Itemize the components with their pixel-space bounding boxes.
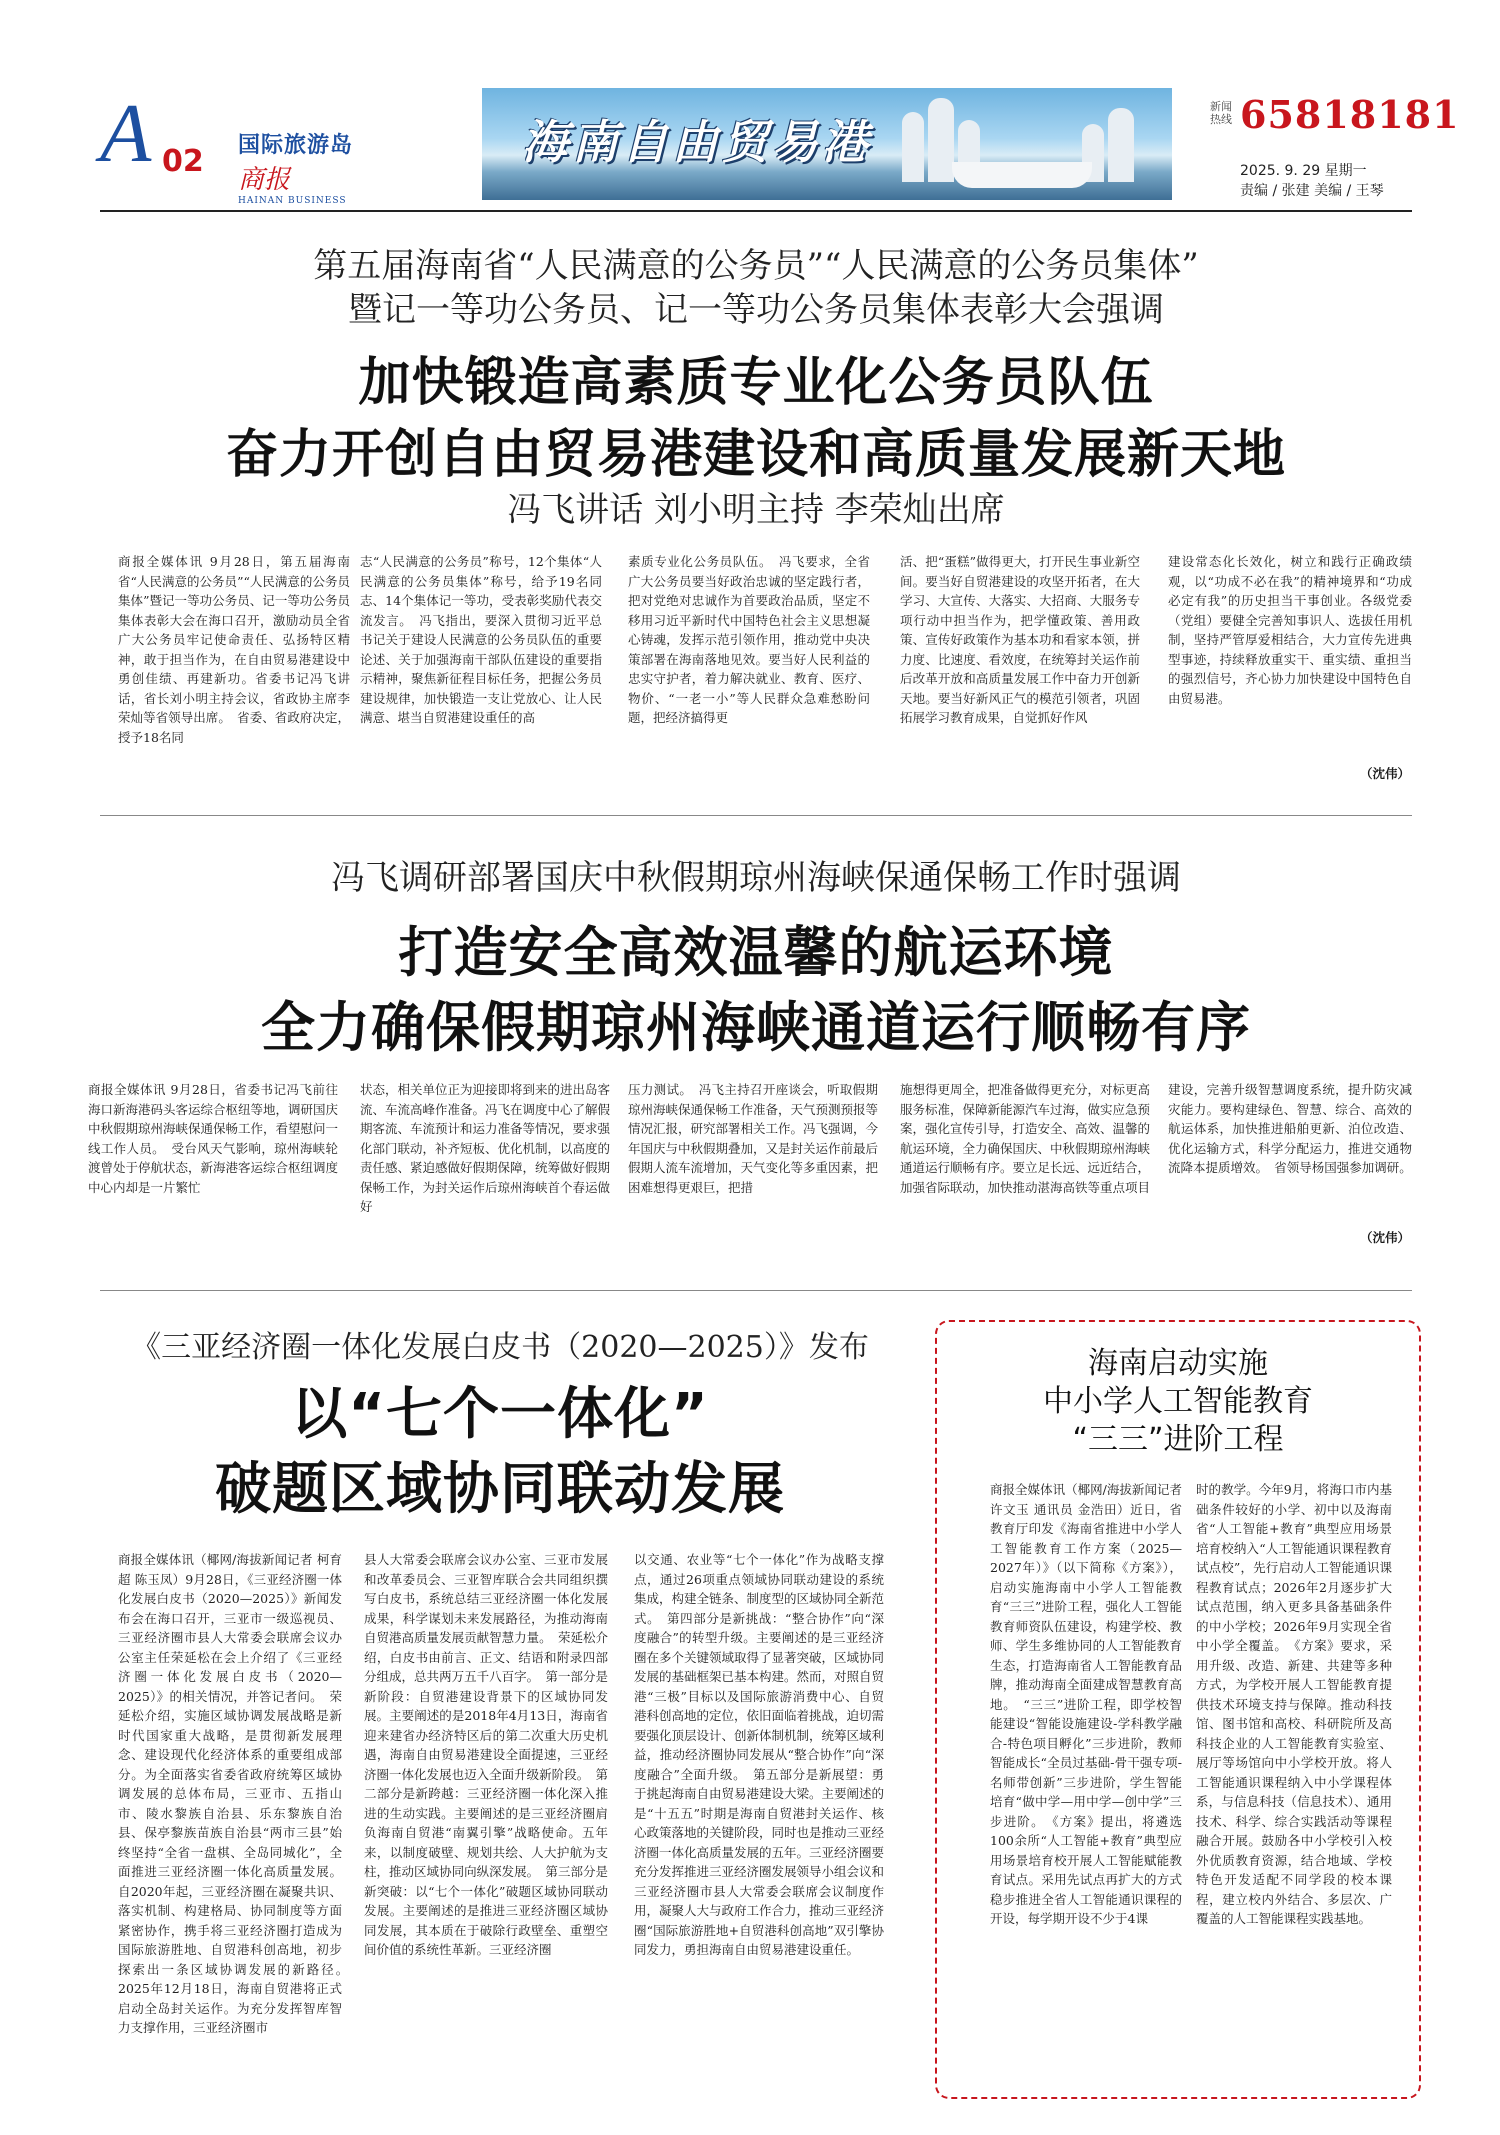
article2-column: 状态，相关单位正为迎接即将到来的进出岛客流、车流高峰作准备。冯飞在调度中心了解假期客流、车流预计和运力准备等情况，要求强化部门联动，补齐短板、优化机制，以高度的责任感、紧迫感做好假期保障，统筹做好假期保畅工作，为封关运作后琼州海峡首个春运做好 <box>360 1082 611 1214</box>
article1-column: 建设常态化长效化，树立和践行正确政绩观，以“功成不必在我”的精神境界和“功成必定有我”的历史担当干事创业。各级党委（党组）要健全完善知事识人、选拔任用机制，坚持严管厚爱相结合，大力宣传先进典型事迹，持续释放重实干、重实绩、重担当的强烈信号，齐心协力加快建设中国特色自由贸易港。 <box>1168 554 1412 706</box>
article2-headline-1: 打造安全高效温馨的航运环境 <box>398 921 1114 984</box>
page-number: 02 <box>162 144 204 179</box>
article1-author: （沈伟） <box>1360 766 1411 781</box>
article1-column: 商报全媒体讯 9月28日，第五届海南省“人民满意的公务员”“人民满意的公务员集体”暨记一等功公务员、记一等功公务员集体表彰大会在海口召开，激励动员全省广大公务员牢记使命责任、弘扬特区精神，敢于担当作为，在自由贸易港建设中勇创佳绩、再建新功。省委书记冯飞讲话，省长刘小明主持会议，省政协主席李荣灿等省领导出席。 省委、省政府决定，授予18名同 <box>118 554 350 745</box>
article3-headline-1: 以“七个一体化” <box>291 1382 709 1447</box>
section-banner <box>482 88 1172 200</box>
article4-column: 商报全媒体讯（椰网/海拔新闻记者 许文玉 通讯员 金浩田）近日，省教育厅印发《海南省推进中小学人工智能教育工作方案（2025—2027年）》（以下简称《方案》），启动实施海南中小学人工智能教育“三三”进阶工程，强化人工智能教育师资队伍建设，构建学校、教师、学生多维协同的人工智能教育生态，打造海南省人工智能教育品牌，推动海南全面建成智慧教育高地。 “三三”进阶工程，即学校智能建设“智能设施建设-学科教学融合-特色项目孵化”三步进阶，教师智能成长“全员过基础-骨干强专项-名师带创新”三步进阶，学生智能培育“做中学—用中学—创中学”三步进阶。 《方案》提出，将遴选100余所“人工智能+教育”典型应用场景培育校开展人工智能赋能教育试点。采用先试点再扩大的方式稳步推进全省人工智能通识课程的开设，每学期开设不少于4课 <box>990 1482 1182 1926</box>
article2-column: 施想得更周全，把准备做得更充分，对标更高服务标准，保障新能源汽车过海，做实应急预案，强化宣传引导，打造安全、高效、温馨的航运环境，全力确保国庆、中秋假期琼州海峡通道运行顺畅有序。要立足长远、远近结合，加强省际联动，加快推动湛海高铁等重点项目 <box>900 1082 1151 1195</box>
masthead-rule <box>100 210 1412 212</box>
editor-credits: 责编 / 张建 美编 / 王琴 <box>1240 183 1384 199</box>
article2-column: 压力测试。 冯飞主持召开座谈会，听取假期琼州海峡保通保畅工作准备，天气预测预报等情况汇报，研究部署相关工作。冯飞强调，今年国庆与中秋假期叠加，又是封关运作前最后假期人流车流增加，天气变化等多重因素，把困难想得更艰巨，把措 <box>628 1082 879 1195</box>
article2-author: （沈伟） <box>1360 1230 1411 1245</box>
paper-name: 国际旅游岛 <box>238 132 354 158</box>
hotline-number: 65818181 <box>1240 92 1460 137</box>
cruise-ship-image <box>952 162 1092 188</box>
article3-kicker: 《三亚经济圈一体化发展白皮书（2020—2025）》发布 <box>131 1330 869 1365</box>
article4-headline <box>935 1345 1421 1459</box>
article2-column: 建设，完善升级智慧调度系统，提升防灾减灾能力。要构建绿色、智慧、综合、高效的航运体系，加快推进船舶更新、泊位改造、优化运输方式，科学分配运力，推进交通物流降本提质增效。 省领导杨国强参加调研。 <box>1168 1082 1412 1175</box>
page-number-mark <box>100 87 210 180</box>
article3-column: 以交通、农业等“七个一体化”作为战略支撑点，通过26项重点领域协同联动建设的系统集成，构建全链条、制度型的区域协同全新范式。 第四部分是新挑战：“整合协作”向“深度融合”的转型升级。主要阐述的是三亚经济圈在多个关键领域取得了显著突破，区域协同发展的基础框架已基本构建。然而，对照自贸港“三极”目标以及国际旅游消费中心、自贸港科创高地的定位，依旧面临着挑战，迫切需要强化顶层设计、创新体制机制，统筹区域利益，推动经济圈协同发展从“整合协作”向“深度融合”全面升级。 第五部分是新展望：勇于挑起海南自由贸易港建设大梁。主要阐述的是“十五五”时期是海南自贸港封关运作、核心政策落地的关键阶段，同时也是推动三亚经济圈一体化高质量发展的五年。三亚经济圈要充分发挥推进三亚经济圈发展领导小组会议和三亚经济圈市县人大常委会联席会议制度作用，凝聚人大与政府工作合力，推动三亚经济圈“国际旅游胜地+自贸港科创高地”双引擎协同发力，勇担海南自由贸易港建设重任。 <box>634 1552 885 1957</box>
paper-subname: HAINAN BUSINESS <box>238 196 347 206</box>
article4-headline-2: 中小学人工智能教育 <box>1043 1384 1313 1419</box>
hotline-label: 新闻热线 <box>1210 100 1232 126</box>
issue-date: 2025. 9. 29 星期一 <box>1240 163 1367 179</box>
banner-title: 海南自由贸易港 <box>522 115 872 169</box>
article1-subhead: 冯飞讲话 刘小明主持 李荣灿出席 <box>507 490 1005 530</box>
article2-kicker: 冯飞调研部署国庆中秋假期琼州海峡保通保畅工作时强调 <box>331 858 1181 898</box>
article1-headline-1: 加快锻造高素质专业化公务员队伍 <box>358 353 1154 413</box>
article1-kicker-2: 暨记一等功公务员、记一等功公务员集体表彰大会强调 <box>348 290 1164 330</box>
article1-column: 素质专业化公务员队伍。 冯飞要求，全省广大公务员要当好政治忠诚的坚定践行者，把对党绝对忠诚作为首要政治品质，坚定不移用习近平新时代中国特色社会主义思想凝心铸魂，发挥示范引领作用，推动党中央决策部署在海南落地见效。要当好人民利益的忠实守护者，着力解决就业、教育、医疗、物价、“一老一小”等人民群众急难愁盼问题，把经济搞得更 <box>628 554 870 725</box>
article4-headline-3: “三三”进阶工程 <box>1072 1422 1284 1457</box>
article4-headline-1: 海南启动实施 <box>1088 1346 1268 1381</box>
article4-column: 时的教学。今年9月，将海口市内基础条件较好的小学、初中以及海南省“人工智能+教育”典型应用场景培育校纳入“人工智能通识课程教育试点校”，先行启动人工智能通识课程教育试点；2026年2月逐步扩大试点范围，纳入更多具备基础条件的中小学校；2026年9月实现全省中小学全覆盖。 《方案》要求，采用升级、改造、新建、共建等多种方式，为学校开展人工智能教育提供技术环境支持与保障。推动科技馆、图书馆和高校、科研院所及高科技企业的人工智能教育实验室、展厅等场馆向中小学校开放。将人工智能通识课程纳入中小学课程体系，与信息科技（信息技术）、通用技术、科学、综合实践活动等课程融合开展。鼓励各中小学校引入校外优质教育资源，结合地域、学校特色开发适配不同学段的校本课程，建立校内外结合、多层次、广覆盖的人工智能课程实践基地。 <box>1196 1482 1392 1926</box>
article3-column: 县人大常委会联席会议办公室、三亚市发展和改革委员会、三亚智库联合会共同组织撰写白皮书，系统总结三亚经济圈一体化发展成果，科学谋划未来发展路径，为推动海南自贸港高质量发展贡献智慧力量。 荣延松介绍，白皮书由前言、正文、结语和附录四部分组成，总共两万五千八百字。 第一部分是新阶段：自贸港建设背景下的区域协同发展。主要阐述的是2018年4月13日，海南省迎来建省办经济特区后的第二次重大历史机遇，海南自由贸易港建设全面提速，三亚经济圈一体化发展也迈入全面升级新阶段。 第二部分是新跨越：三亚经济圈一体化深入推进的生动实践。主要阐述的是三亚经济圈肩负海南自贸港“南翼引擎”战略使命。五年来，以制度破壁、规划共绘、人大护航为支柱，推动区域协同向纵深发展。 第三部分是新突破：以“七个一体化”破题区域协同联动发展。主要阐述的是推进三亚经济圈区域协同发展，其本质在于破除行政壁垒、重塑空间价值的系统性革新。三亚经济圈 <box>364 1552 608 1957</box>
article2-column: 商报全媒体讯 9月28日，省委书记冯飞前往海口新海港码头客运综合枢纽等地，调研国庆中秋假期琼州海峡保通保畅工作，看望慰问一线工作人员。 受台风天气影响，琼州海峡轮渡曾处于停航状态，新海港客运综合枢纽调度中心内却是一片繁忙 <box>88 1082 339 1195</box>
article3-headline-2: 破题区域协同联动发展 <box>215 1457 785 1522</box>
article1-column: 活、把“蛋糕”做得更大，打开民生事业新空间。要当好自贸港建设的攻坚开拓者，在大学习、大宣传、大落实、大招商、大服务专项行动中担当作为，把学懂政策、善用政策、宣传好政策作为基本功和看家本领，拼力度、比速度、看效度，在统筹封关运作前后改革开放和高质量发展工作中奋力开创新天地。要当好新风正气的模范引领者，巩固拓展学习教育成果，自觉抓好作风 <box>900 554 1140 725</box>
article1-kicker-1: 第五届海南省“人民满意的公务员”“人民满意的公务员集体” <box>313 246 1199 286</box>
newspaper-logo <box>238 128 368 206</box>
paper-name-suffix: 商报 <box>238 165 291 195</box>
article3-column: 商报全媒体讯（椰网/海拔新闻记者 柯育超 陈玉凤）9月28日，《三亚经济圈一体化发展白皮书（2020—2025）》新闻发布会在海口召开，三亚市一级巡视员、三亚经济圈市县人大常委会联席会议办公室主任荣延松在会上介绍了《三亚经济圈一体化发展白皮书（2020—2025）》的相关情况，并答记者问。 荣延松介绍，实施区域协调发展战略是新时代国家重大战略，是贯彻新发展理念、建设现代化经济体系的重要组成部分。为全面落实省委省政府统筹区域协调发展的总体布局，三亚市、五指山市、陵水黎族自治县、乐东黎族自治县、保亭黎族苗族自治县“两市三县”始终坚持“全省一盘棋、全岛同城化”，全面推进三亚经济圈一体化高质量发展。自2020年起，三亚经济圈在凝聚共识、落实机制、构建格局、协同制度等方面紧密协作，携手将三亚经济圈打造成为国际旅游胜地、自贸港科创高地，初步探索出一条区域协调发展的新路径。 2025年12月18日，海南自贸港将正式启动全岛封关运作。为充分发挥智库智力支撑作用，三亚经济圈市 <box>118 1552 355 2035</box>
article1-column: 志“人民满意的公务员”称号，12个集体“人民满意的公务员集体”称号，给予19名同志、14个集体记一等功，受表彰奖励代表交流发言。 冯飞指出，要深入贯彻习近平总书记关于建设人民满意的公务员队伍的重要论述、关于加强海南干部队伍建设的重要指示精神，聚焦新征程目标任务，把握公务员建设规律，加快锻造一支让党放心、让人民满意、堪当自贸港建设重任的高 <box>360 554 602 725</box>
section-divider <box>100 1290 1412 1291</box>
article2-headline-2: 全力确保假期琼州海峡通道运行顺畅有序 <box>261 996 1251 1059</box>
article1-headline-2: 奋力开创自由贸易港建设和高质量发展新天地 <box>225 425 1286 485</box>
section-divider <box>100 815 1412 816</box>
page-letter: A <box>100 87 152 180</box>
